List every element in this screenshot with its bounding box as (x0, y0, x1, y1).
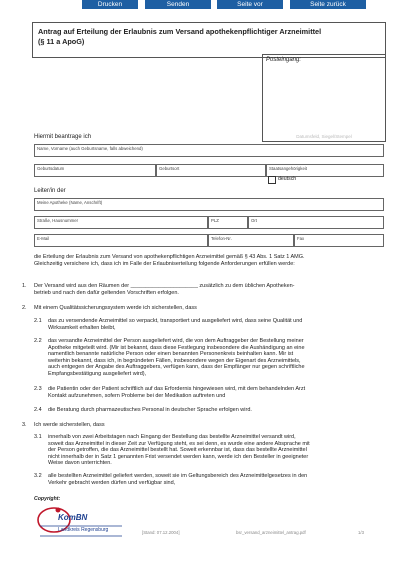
plz-label: PLZ (211, 218, 219, 223)
logo-name: KomBN (58, 513, 88, 522)
section-2-2-line6: Empfangsbestätigung ausgeliefert wird), (48, 370, 147, 377)
section-1-line2: betrieb und nach den dafür geltenden Vorschriften erfolgen. (34, 289, 179, 296)
form-title-line2: (§ 11 a ApoG) (38, 37, 85, 46)
section-2-1-line1: das zu versendende Arzneimittel so verpackt, transportiert und ausgeliefert wird, dass seine Qualität und (48, 318, 303, 324)
section-2-2-line1: das versandte Arzneimittel der Person ausgeliefert wird, die von dem Auftraggeber der Bestellung meiner (48, 338, 304, 344)
posteingang-label: Posteingang: (266, 57, 302, 63)
section-2-2-line4: weiterhin bekannt, dass ich, in begründeten Fällen, insbesondere wegen der Eigenart des Arzneimittels, (48, 357, 301, 364)
section-1-line1: Der Versand wird aus den Räumen der ______________________ zusätzlich zu dem üblichen Apotheken- (34, 283, 295, 289)
pharmacy-field[interactable] (34, 198, 384, 211)
section-2-number: 2. (22, 305, 27, 311)
section-3-1-line2: soweit das Arzneimittel in dieser Zeit zur Verfügung steht, es sei denn, es wurde eine andere Absprache mit (48, 440, 310, 447)
applicant-heading: Hiermit beantrage ich (34, 134, 92, 140)
nationality-option: deutsch (278, 176, 297, 182)
kombn-logo (36, 504, 124, 542)
section-2-3-line2: Kontakt aufzunehmen, sofern Probleme bei der Medikation auftreten und (48, 392, 226, 399)
section-2-text: Mit einem Qualitätssicherungssystem werde ich sicherstellen, dass (34, 305, 197, 311)
section-2-2-text (48, 338, 384, 378)
intro-text (34, 254, 384, 267)
phone-field[interactable] (208, 234, 294, 247)
section-3-1-line4: nicht innerhalb der in Satz 1 genannten Frist versendet werden kann, werde ich den Besteller in geeigneter (48, 453, 309, 460)
pharmacy-label: Meine Apotheke (Name, Anschrift) (37, 200, 103, 205)
ort-field[interactable] (248, 216, 384, 229)
section-2-2-line2: Apotheke mitgeteilt wird. (Mir ist bekannt, dass diese Festlegung insbesondere die Aushändigung an eine (48, 344, 305, 351)
logo-subtitle: Landkreis Regensburg (58, 527, 109, 533)
fax-field[interactable] (294, 234, 384, 247)
section-3-2-line1: alle bestellten Arzneimittel geliefert werden, soweit sie im Geltungsbereich des Arzneimittelgesetzes in den (48, 473, 308, 479)
footer-filename: bsr_versand_arzneimittel_antrag.pdf (236, 530, 306, 535)
street-field[interactable] (34, 216, 208, 229)
intro-line1: die Erteilung der Erlaubnis zum Versand von apothekenpflichtigen Arzneimittel gemäß § 43 Abs. 1 Satz 1 AMG. (34, 254, 305, 260)
section-3-1-line5: Weise davon unterrichten. (48, 460, 112, 467)
section-2-2-number: 2.2 (34, 338, 42, 344)
previous-page-button[interactable]: Seite zurück (290, 0, 366, 9)
birthplace-field[interactable] (156, 164, 266, 177)
section-2-4-number: 2.4 (34, 407, 42, 413)
fax-label: Fax (297, 236, 305, 241)
section-2-3-line1: die Patientin oder der Patient schriftlich auf das Erfordernis hingewiesen wird, mit dem behandelnden Arzt (48, 386, 306, 392)
toolbar (0, 0, 400, 10)
section-3-1-text (48, 434, 384, 467)
section-1-text (34, 283, 384, 296)
title-box (32, 22, 386, 58)
name-field-label: Name, Vorname (auch Geburtsname, falls abweichend) (37, 146, 143, 151)
section-2-1-line2: Wirksamkeit erhalten bleibt, (48, 324, 116, 331)
section-3-1-line1: innerhalb von zwei Arbeitstagen nach Eingang der Bestellung das bestellte Arzneimittel versandt wird, (48, 434, 296, 440)
section-3-1-line3: der Person getroffen, die das Arzneimittel bestellt hat. Soweit erkennbar ist, dass das bestellte Arzneimittel (48, 447, 307, 454)
phone-label: Telefon-Nr. (211, 236, 232, 241)
section-3-2-text (48, 473, 384, 486)
plz-field[interactable] (208, 216, 248, 229)
ort-label: Ort (251, 218, 257, 223)
kombn-logo-icon (36, 504, 124, 542)
section-3-text: Ich werde sicherstellen, dass (34, 422, 105, 428)
posteingang-box (262, 54, 386, 142)
print-button[interactable]: Drucken (82, 0, 138, 9)
birthdate-field[interactable] (34, 164, 156, 177)
section-2-3-number: 2.3 (34, 386, 42, 392)
birthdate-label: Geburtsdatum (37, 166, 65, 171)
stamp-footer: Datumsfeld, Siegel/Stempel (296, 134, 352, 139)
street-label: Straße, Hausnummer (37, 218, 79, 223)
name-field[interactable] (34, 144, 384, 157)
nationality-label: Staatsangehörigkeit (269, 166, 307, 171)
form-document (22, 16, 386, 556)
section-1-number: 1. (22, 283, 27, 289)
section-2-2-line5: auch entgegen der Angabe des Auftraggebers, verfügen kann, dass der Empfänger nur gegen schriftliche (48, 364, 305, 371)
leader-heading: Leiter/in der (34, 188, 66, 194)
nationality-checkbox[interactable] (268, 176, 276, 184)
footer-page: 1/3 (358, 530, 364, 535)
email-field[interactable] (34, 234, 208, 247)
section-2-1-number: 2.1 (34, 318, 42, 324)
section-2-3-text (48, 386, 384, 399)
footer-stand: [Stand: 07.12.2004] (142, 530, 180, 535)
form-title (38, 27, 378, 47)
send-button[interactable]: Senden (145, 0, 211, 9)
birthplace-label: Geburtsort (159, 166, 180, 171)
section-2-4-text: die Beratung durch pharmazeutisches Personal in deutscher Sprache erfolgen wird. (48, 407, 252, 413)
section-3-number: 3. (22, 422, 27, 428)
section-2-2-line3: namentlich benannte natürliche Person oder einen benannten Personenkreis beinhalten kann. Mir ist (48, 351, 294, 358)
next-page-button[interactable]: Seite vor (217, 0, 283, 9)
section-3-2-number: 3.2 (34, 473, 42, 479)
section-3-2-line2: Verkehr gebracht werden dürfen und verfügbar sind, (48, 479, 176, 486)
copyright-label: Copyright: (34, 496, 61, 502)
section-3-1-number: 3.1 (34, 434, 42, 440)
intro-line2: Gleichzeitig versichere ich, dass ich im Falle der Erlaubniserteilung folgende Anforderungen erfüllen werde: (34, 260, 295, 267)
section-2-1-text (48, 318, 384, 331)
email-label: E-Mail (37, 236, 50, 241)
form-title-line1: Antrag auf Erteilung der Erlaubnis zum Versand apothekenpflichtiger Arzneimittel (38, 27, 322, 36)
